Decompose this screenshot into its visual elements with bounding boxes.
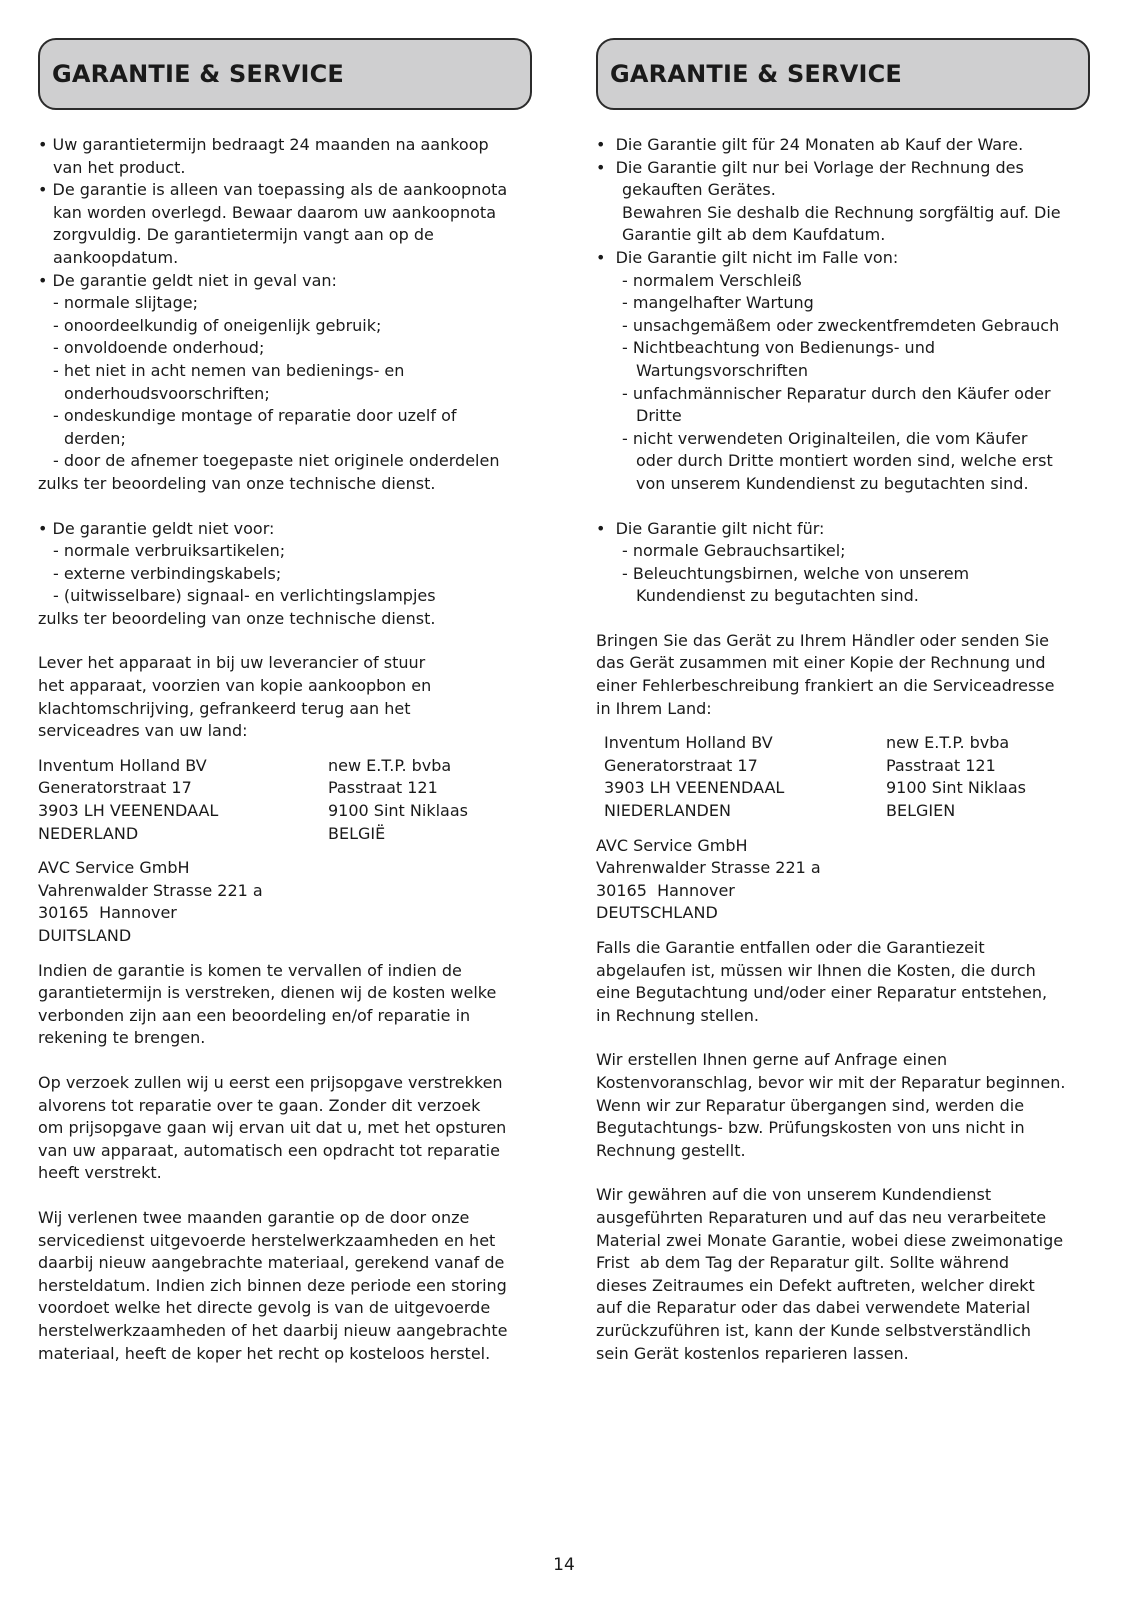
address-line: Passtraat 121 xyxy=(328,778,438,798)
text-line: • De garantie geldt niet voor: xyxy=(38,518,275,538)
text-line: • Die Garantie gilt nicht für: xyxy=(596,518,825,538)
paragraph xyxy=(38,960,532,1050)
address-line: 9100 Sint Niklaas xyxy=(328,801,468,821)
paragraph xyxy=(38,1072,532,1185)
text-line: • De garantie geldt niet in geval van: xyxy=(38,270,337,290)
text-line: auf die Reparatur oder das dabei verwendete Material xyxy=(596,1298,1031,1318)
address-block-germany xyxy=(38,857,532,947)
text-line: herstelwerkzaamheden of het daarbij nieuw aangebrachte xyxy=(38,1320,508,1340)
column-dutch xyxy=(38,38,532,1365)
text-line: - het niet in acht nemen van bedienings- en xyxy=(53,360,405,380)
text-line: - Nichtbeachtung von Bedienungs- und xyxy=(622,338,935,358)
text-line: klachtomschrijving, gefrankeerd terug aan het xyxy=(38,698,411,718)
paragraph xyxy=(596,1184,1090,1365)
text-line: - (uitwisselbare) signaal- en verlichtingslampjes xyxy=(53,586,436,606)
section-header xyxy=(38,38,532,110)
text-line: van uw apparaat, automatisch een opdracht tot reparatie xyxy=(38,1140,500,1160)
address-line: Vahrenwalder Strasse 221 a xyxy=(38,880,263,900)
text-line: zulks ter beoordeling van onze technische dienst. xyxy=(38,473,436,493)
text-line: kan worden overlegd. Bewaar daarom uw aankoopnota xyxy=(53,202,496,222)
text-line: zurückzuführen ist, kann der Kunde selbstverständlich xyxy=(596,1320,1031,1340)
text-line: • Die Garantie gilt nur bei Vorlage der Rechnung des xyxy=(596,157,1024,177)
text-line: - ondeskundige montage of reparatie door uzelf of xyxy=(53,406,457,426)
text-line: Kundendienst zu begutachten sind. xyxy=(636,586,919,606)
text-line: garantietermijn is verstreken, dienen wij de kosten welke xyxy=(38,983,497,1003)
text-line: • Die Garantie gilt für 24 Monaten ab Kauf der Ware. xyxy=(596,135,1024,154)
paragraph xyxy=(596,1049,1090,1162)
text-line: Kostenvoranschlag, bevor wir mit der Reparatur beginnen. xyxy=(596,1072,1066,1092)
address-line: AVC Service GmbH xyxy=(38,858,190,878)
text-line: om prijsopgave gaan wij ervan uit dat u, met het opsturen xyxy=(38,1118,507,1138)
text-line: hersteldatum. Indien zich binnen deze periode een storing xyxy=(38,1275,507,1295)
text-line: Wij verlenen twee maanden garantie op de door onze xyxy=(38,1207,470,1227)
text-line: Material zwei Monate Garantie, wobei diese zweimonatige xyxy=(596,1230,1064,1250)
address-line: new E.T.P. bvba xyxy=(886,733,1010,753)
text-line: zorgvuldig. De garantietermijn vangt aan op de xyxy=(53,225,434,245)
text-line: - normale slijtage; xyxy=(53,293,198,313)
address-line: Vahrenwalder Strasse 221 a xyxy=(596,858,821,878)
text-line: aankoopdatum. xyxy=(53,247,179,267)
text-line: verbonden zijn aan een beoordeling en/of reparatie in xyxy=(38,1005,471,1025)
text-line: - mangelhafter Wartung xyxy=(622,293,814,313)
text-line: gekauften Gerätes. xyxy=(622,180,776,200)
text-line: sein Gerät kostenlos reparieren lassen. xyxy=(596,1343,909,1363)
section-header xyxy=(596,38,1090,110)
address-line: 3903 LH VEENENDAAL xyxy=(38,801,219,821)
text-line: dieses Zeitraumes ein Defekt auftreten, welcher direkt xyxy=(596,1275,1035,1295)
address-line: DUITSLAND xyxy=(38,926,132,945)
text-line: - unsachgemäßem oder zweckentfremdeten Gebrauch xyxy=(622,315,1060,335)
text-line: ausgeführten Reparaturen und auf das neu verarbeitete xyxy=(596,1207,1047,1227)
text-line: serviceadres van uw land: xyxy=(38,721,248,741)
text-line: - normale Gebrauchsartikel; xyxy=(622,541,846,561)
text-line: - onvoldoende onderhoud; xyxy=(53,338,265,358)
address-line: BELGIË xyxy=(328,823,386,843)
address-line: 3903 LH VEENENDAAL xyxy=(604,778,785,798)
text-line: • De garantie is alleen van toepassing als de aankoopnota xyxy=(38,180,508,200)
address-line: Generatorstraat 17 xyxy=(604,755,758,775)
text-line: Wir erstellen Ihnen gerne auf Anfrage einen xyxy=(596,1050,948,1070)
text-line: derden; xyxy=(64,428,126,448)
text-line: • Die Garantie gilt nicht im Falle von: xyxy=(596,247,899,267)
text-line: heeft verstrekt. xyxy=(38,1163,162,1183)
text-line: servicedienst uitgevoerde herstelwerkzaamheden en het xyxy=(38,1230,496,1250)
text-line: von unserem Kundendienst zu begutachten sind. xyxy=(636,473,1029,493)
section-body xyxy=(38,134,532,1365)
text-line: in Rechnung stellen. xyxy=(596,1005,759,1025)
address-line: Inventum Holland BV xyxy=(604,733,773,753)
text-line: - Beleuchtungsbirnen, welche von unserem xyxy=(622,563,970,583)
address-line: NEDERLAND xyxy=(38,823,139,843)
text-line: - externe verbindingskabels; xyxy=(53,563,282,583)
text-line: • Uw garantietermijn bedraagt 24 maanden na aankoop xyxy=(38,135,489,154)
section-title: GARANTIE & SERVICE xyxy=(610,60,903,88)
text-line: - door de afnemer toegepaste niet originele onderdelen xyxy=(53,451,500,471)
address-line: new E.T.P. bvba xyxy=(328,755,452,775)
section-body xyxy=(596,134,1090,1365)
text-line: Wenn wir zur Reparatur übergangen sind, werden die xyxy=(596,1095,1025,1115)
address-line: Generatorstraat 17 xyxy=(38,778,192,798)
text-line: abgelaufen ist, müssen wir Ihnen die Kosten, die durch xyxy=(596,960,1036,980)
text-line: materiaal, heeft de koper het recht op kosteloos herstel. xyxy=(38,1343,491,1363)
text-line: Lever het apparaat in bij uw leverancier of stuur xyxy=(38,653,426,673)
text-line: van het product. xyxy=(53,157,186,177)
address-line: 30165 Hannover xyxy=(38,903,177,923)
column-german xyxy=(596,38,1090,1365)
text-line: - nicht verwendeten Originalteilen, die vom Käufer xyxy=(622,428,1028,448)
text-line: - normale verbruiksartikelen; xyxy=(53,541,286,561)
text-line: in Ihrem Land: xyxy=(596,698,712,718)
text-line: - normalem Verschleiß xyxy=(622,270,802,290)
text-line: daarbij nieuw aangebrachte materiaal, gerekend vanaf de xyxy=(38,1253,505,1273)
text-line: het apparaat, voorzien van kopie aankoopbon en xyxy=(38,676,432,696)
address-line: 9100 Sint Niklaas xyxy=(886,778,1026,798)
text-line: - unfachmännischer Reparatur durch den Käufer oder xyxy=(622,383,1051,403)
address-block xyxy=(596,732,1090,822)
text-line: Op verzoek zullen wij u eerst een prijsopgave verstrekken xyxy=(38,1072,503,1092)
text-line: das Gerät zusammen mit einer Kopie der Rechnung und xyxy=(596,653,1046,673)
page-number: 14 xyxy=(553,1555,575,1575)
text-line: Garantie gilt ab dem Kaufdatum. xyxy=(622,225,886,245)
paragraph xyxy=(596,937,1090,1027)
text-line: zulks ter beoordeling van onze technische dienst. xyxy=(38,608,436,628)
address-block xyxy=(38,755,532,845)
text-line: oder durch Dritte montiert worden sind, welche erst xyxy=(636,451,1053,471)
text-line: rekening te brengen. xyxy=(38,1028,206,1048)
text-line: Dritte xyxy=(636,406,682,426)
text-line: Rechnung gestellt. xyxy=(596,1140,746,1160)
text-line: Frist ab dem Tag der Reparatur gilt. Sollte während xyxy=(596,1253,1009,1273)
text-line: eine Begutachtung und/oder einer Reparatur entstehen, xyxy=(596,983,1048,1003)
text-line: Wartungsvorschriften xyxy=(636,360,808,380)
text-line: Bringen Sie das Gerät zu Ihrem Händler oder senden Sie xyxy=(596,630,1050,650)
text-line: voordoet welke het directe gevolg is van de uitgevoerde xyxy=(38,1298,491,1318)
section-title: GARANTIE & SERVICE xyxy=(52,60,345,88)
address-line: DEUTSCHLAND xyxy=(596,903,718,923)
text-line: einer Fehlerbeschreibung frankiert an die Serviceadresse xyxy=(596,676,1055,696)
text-line: Indien de garantie is komen te vervallen of indien de xyxy=(38,960,462,980)
address-line: Passtraat 121 xyxy=(886,755,996,775)
paragraph xyxy=(38,1207,532,1365)
text-line: alvorens tot reparatie over te gaan. Zonder dit verzoek xyxy=(38,1095,481,1115)
address-line: Inventum Holland BV xyxy=(38,755,207,775)
text-line: Begutachtungs- bzw. Prüfungskosten von uns nicht in xyxy=(596,1118,1025,1138)
text-line: - onoordeelkundig of oneigenlijk gebruik; xyxy=(53,315,382,335)
text-line: Bewahren Sie deshalb die Rechnung sorgfältig auf. Die xyxy=(622,202,1061,222)
address-line: BELGIEN xyxy=(886,801,956,821)
address-block-germany xyxy=(596,835,1090,925)
address-line: AVC Service GmbH xyxy=(596,835,748,855)
text-line: Wir gewähren auf die von unserem Kundendienst xyxy=(596,1185,992,1205)
text-line: Falls die Garantie entfallen oder die Garantiezeit xyxy=(596,938,985,957)
address-line: NIEDERLANDEN xyxy=(604,801,731,821)
address-line: 30165 Hannover xyxy=(596,880,735,900)
text-line: onderhoudsvoorschriften; xyxy=(64,383,270,403)
